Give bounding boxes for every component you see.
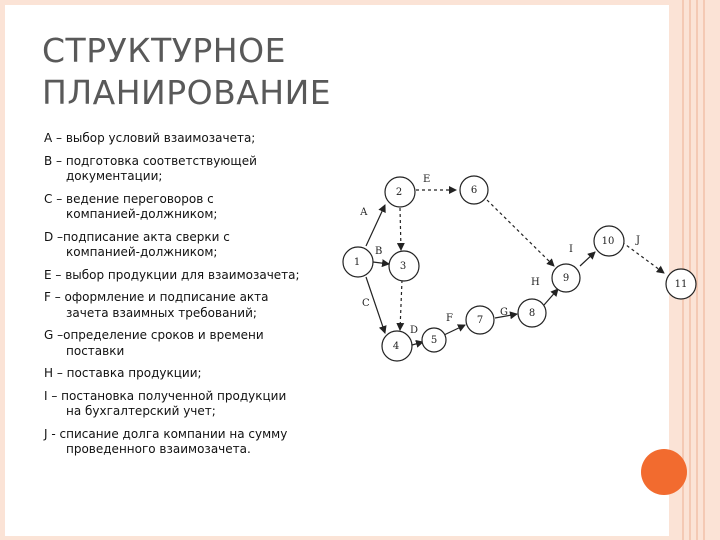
edge-label-j: J xyxy=(636,235,641,246)
list-item xyxy=(44,230,334,261)
edge-label-h: Н xyxy=(531,277,540,288)
decor-circle xyxy=(641,449,687,495)
network-diagram xyxy=(330,160,715,370)
slide-title xyxy=(42,30,422,114)
node-label: 2 xyxy=(395,187,403,198)
node-labels xyxy=(354,185,688,352)
item-text: Н – поставка продукции; xyxy=(44,366,202,380)
edge-f xyxy=(444,325,465,335)
list-item xyxy=(44,192,334,223)
item-text-cont: на бухгалтерский учет; xyxy=(66,404,216,418)
item-text-cont: поставки xyxy=(66,343,125,358)
item-text-cont: документации; xyxy=(66,169,163,183)
node-label: 7 xyxy=(476,315,484,326)
item-text-cont: компанией-должником; xyxy=(66,207,218,221)
edge-label-a: А xyxy=(360,207,368,218)
item-text: J - списание долга компании на сумму xyxy=(44,426,288,441)
item-text: В – подготовка соответствующей xyxy=(44,153,257,168)
edge-label-b: В xyxy=(375,246,383,257)
item-text: D –подписание акта сверки с xyxy=(44,229,230,244)
list-item xyxy=(44,290,334,321)
edge-d xyxy=(412,342,423,345)
edge-dashed-6-9 xyxy=(487,200,554,266)
item-text-cont: зачета взаимных требований; xyxy=(66,305,257,320)
activity-list xyxy=(44,131,334,465)
edge-b xyxy=(373,262,389,264)
list-item xyxy=(44,154,334,185)
edge-label-e: Е xyxy=(423,174,431,185)
edge-dashed-3-4 xyxy=(400,280,402,330)
node-label: 1 xyxy=(353,257,361,268)
edge-a xyxy=(366,205,385,246)
list-item xyxy=(44,389,334,420)
list-item xyxy=(44,427,334,458)
item-text: А – выбор условий взаимозачета; xyxy=(44,131,256,145)
title-line-2: ПЛАНИРОВАНИЕ xyxy=(42,73,332,112)
edge-label-c: С xyxy=(362,298,370,309)
edge-dashed-2-3 xyxy=(400,208,401,250)
node-label: 9 xyxy=(562,273,570,284)
list-item xyxy=(44,131,334,147)
item-text: Е – выбор продукции для взаимозачета; xyxy=(44,267,300,282)
edge-label-g: G xyxy=(500,307,508,318)
edge-label-f: F xyxy=(446,313,453,324)
item-text: F – оформление и подписание акта xyxy=(44,290,269,304)
node-label: 5 xyxy=(430,335,438,346)
title-line-1: СТРУКТУРНОЕ xyxy=(42,31,286,70)
item-text-cont: проведенного взаимозачета. xyxy=(66,442,251,456)
edge-label-i: I xyxy=(569,244,573,255)
node-label: 4 xyxy=(392,341,400,352)
node-label: 6 xyxy=(470,185,478,196)
edge-i xyxy=(580,252,595,266)
node-label: 11 xyxy=(674,279,688,290)
list-item xyxy=(44,268,334,284)
node-label: 8 xyxy=(528,308,536,319)
node-label: 10 xyxy=(601,236,615,247)
node-label: 3 xyxy=(399,261,407,272)
item-text-cont: компанией-должником; xyxy=(66,245,218,259)
edge-h xyxy=(544,289,558,305)
edge-j xyxy=(622,242,664,273)
item-text: С – ведение переговоров с xyxy=(44,191,214,206)
nodes xyxy=(343,176,696,361)
item-text: I – постановка полученной продукции xyxy=(44,388,287,403)
list-item xyxy=(44,328,334,359)
list-item xyxy=(44,366,334,382)
edge-label-d: D xyxy=(410,325,419,336)
item-text: G –определение сроков и времени xyxy=(44,328,264,342)
